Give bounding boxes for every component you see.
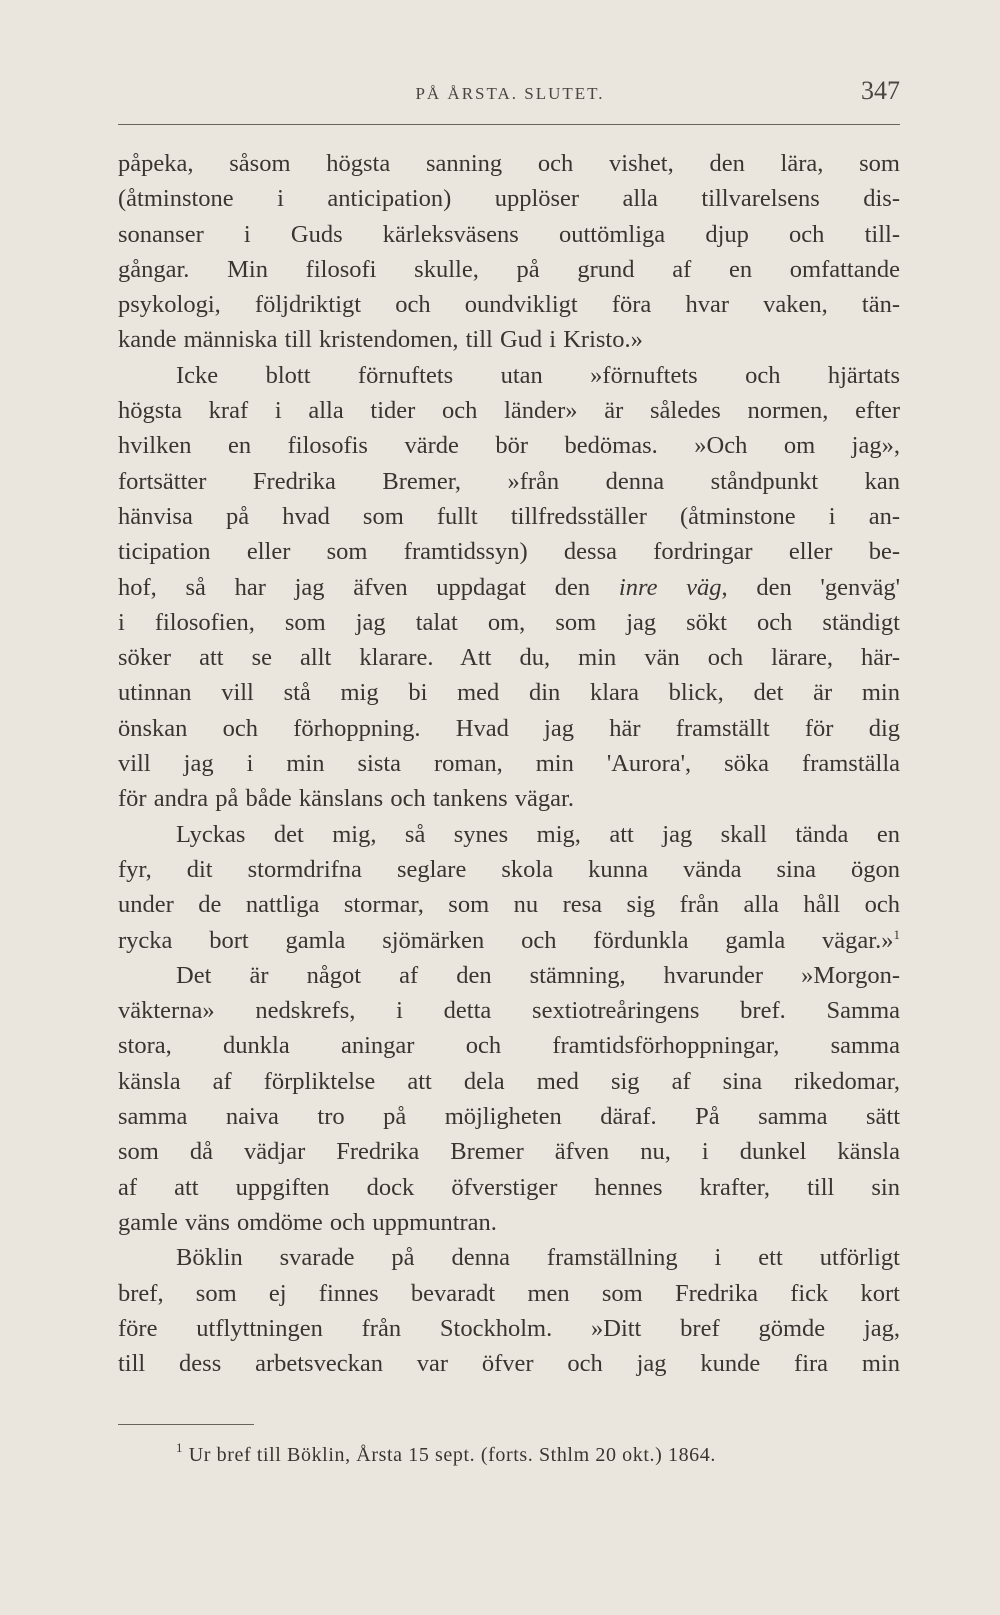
text-line [118, 923, 900, 958]
footnote-reference: 1 [893, 926, 900, 942]
text-line: till dess arbetsveckan var öfver och jag kunde fira min [118, 1350, 900, 1378]
page-number: 347 [861, 76, 900, 105]
text-line: samma naiva tro på möjligheten däraf. På samma sätt [118, 1103, 900, 1131]
footnote-rule [118, 1424, 254, 1425]
text-line: påpeka, såsom högsta sanning och vishet, den lära, som [118, 150, 900, 177]
text-line: gångar. Min filosofi skulle, på grund af en omfattande [118, 255, 900, 283]
text-line: högsta kraf i alla tider och länder» är således normen, efter [118, 397, 900, 425]
text-line: för andra på både känslans och tankens vägar. [118, 785, 574, 813]
text-line: af att uppgiften dock öfverstiger hennes krafter, till sin [118, 1173, 900, 1201]
text-line: före utflyttningen från Stockholm. »Ditt bref gömde jag, [118, 1314, 900, 1342]
text-line: fortsätter Fredrika Bremer, »från denna ståndpunkt kan [118, 467, 900, 495]
text-line: hvilken en filosofis värde bör bedömas. »Och om jag», [118, 432, 900, 460]
text-line: söker att se allt klarare. Att du, min vän och lärare, här- [118, 644, 900, 672]
text-line: gamle väns omdöme och uppmuntran. [118, 1208, 497, 1236]
text-line: psykologi, följdriktigt och oundvikligt föra hvar vaken, tän- [118, 291, 900, 319]
text-line: önskan och förhoppning. Hvad jag här framställt för dig [118, 714, 900, 742]
text-line: Lyckas det mig, så synes mig, att jag skall tända en [176, 820, 900, 848]
text-line: som då vädjar Fredrika Bremer äfven nu, i dunkel känsla [118, 1138, 900, 1166]
emphasized-phrase: inre väg [618, 573, 722, 601]
footnote [176, 1440, 716, 1467]
footnote-text: Ur bref till Böklin, Årsta 15 sept. (forts. Sthlm 20 okt.) 1864. [188, 1444, 716, 1466]
text-line: kande människa till kristendomen, till Gud i Kristo.» [118, 326, 643, 354]
text-line: under de nattliga stormar, som nu resa sig från alla håll och [118, 891, 900, 919]
text-line: väkterna» nedskrefs, i detta sextiotreåringens bref. Samma [118, 997, 900, 1025]
text-line: ticipation eller som framtidssyn) dessa fordringar eller be- [118, 538, 900, 566]
text-line: stora, dunkla aningar och framtidsförhoppningar, samma [118, 1032, 900, 1060]
text-line-end: , den 'genväg' [721, 573, 901, 601]
running-title: PÅ ÅRSTA. SLUTET. [415, 84, 605, 103]
running-head [120, 76, 900, 116]
text-line: vill jag i min sista roman, min 'Aurora', söka framställa [118, 750, 900, 778]
text-line: fyr, dit stormdrifna seglare skola kunna vända sina ögon [118, 855, 900, 883]
text-line: Det är något af den stämning, hvarunder »Morgon- [176, 961, 900, 989]
text-line [118, 570, 900, 605]
text-line: i filosofien, som jag talat om, som jag sökt och ständigt [118, 608, 900, 636]
text-line: (åtminstone i anticipation) upplöser alla tillvarelsens dis- [118, 185, 900, 213]
text-line: bref, som ej finnes bevaradt men som Fredrika fick kort [118, 1279, 900, 1307]
text-line: Böklin svarade på denna framställning i ett utförligt [176, 1244, 900, 1272]
text-line-start: hof, så har jag äfven uppdagat den [118, 573, 619, 601]
text-line: hänvisa på hvad som fullt tillfredsställer (åtminstone i an- [118, 502, 900, 530]
body-text [118, 146, 900, 1381]
text-line-body: rycka bort gamla sjömärken och fördunkla gamla vägar.» [118, 926, 894, 954]
text-line: känsla af förpliktelse att dela med sig af sina rikedomar, [118, 1067, 900, 1095]
text-line: Icke blott förnuftets utan »förnuftets och hjärtats [176, 361, 900, 389]
header-rule [118, 124, 900, 125]
text-line: sonanser i Guds kärleksväsens outtömliga djup och till- [118, 220, 900, 248]
text-line: utinnan vill stå mig bi med din klara blick, det är min [118, 679, 900, 707]
footnote-marker: 1 [176, 1440, 184, 1455]
